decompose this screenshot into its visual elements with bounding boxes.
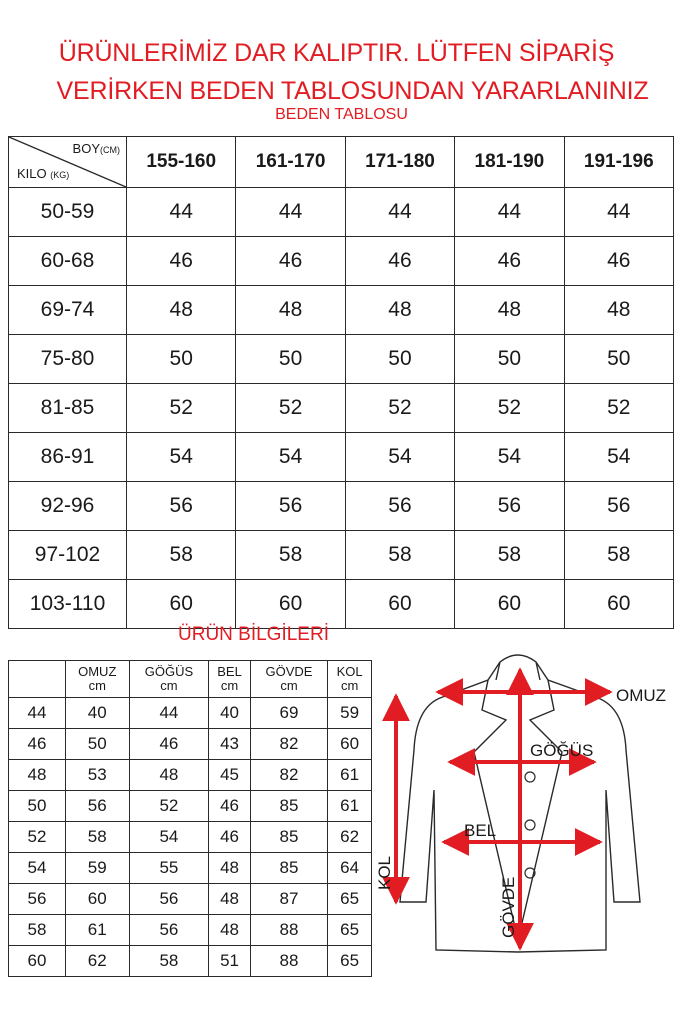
measurement-cell: 60 — [328, 729, 372, 760]
size-cell: 50 — [345, 335, 454, 384]
info-size-cell: 44 — [9, 698, 66, 729]
info-size-cell: 46 — [9, 729, 66, 760]
size-cell: 60 — [345, 580, 454, 629]
size-cell: 56 — [127, 482, 236, 531]
info-size-cell: 60 — [9, 946, 66, 977]
size-table-row — [9, 335, 674, 384]
size-cell: 44 — [455, 188, 564, 237]
measurement-cell: 82 — [250, 729, 328, 760]
measurement-cell: 65 — [328, 884, 372, 915]
measurement-cell: 61 — [328, 760, 372, 791]
headline-line-2: VERİRKEN BEDEN TABLOSUNDAN YARARLANINIZ — [56, 77, 649, 105]
boy-text: BOY — [72, 141, 100, 156]
size-cell: 54 — [345, 433, 454, 482]
size-cell: 60 — [455, 580, 564, 629]
size-cell: 50 — [564, 335, 673, 384]
size-cell: 48 — [127, 286, 236, 335]
measurement-cell: 46 — [209, 791, 250, 822]
size-cell: 56 — [236, 482, 345, 531]
weight-range-cell: 103-110 — [9, 580, 127, 629]
info-table-header-row — [9, 661, 372, 698]
size-table-corner-cell — [9, 137, 127, 188]
measurement-cell: 50 — [66, 729, 130, 760]
info-table-row — [9, 760, 372, 791]
size-cell: 46 — [564, 237, 673, 286]
omuz-label: OMUZ — [616, 686, 667, 705]
measurement-cell: 59 — [66, 853, 130, 884]
measurement-cell: 65 — [328, 946, 372, 977]
weight-range-cell: 92-96 — [9, 482, 127, 531]
size-cell: 58 — [236, 531, 345, 580]
measurement-cell: 48 — [209, 884, 250, 915]
size-cell: 52 — [455, 384, 564, 433]
size-cell: 48 — [345, 286, 454, 335]
size-cell: 50 — [127, 335, 236, 384]
size-cell: 60 — [127, 580, 236, 629]
measurement-cell: 46 — [209, 822, 250, 853]
measurement-cell: 56 — [129, 915, 209, 946]
measurement-cell: 88 — [250, 946, 328, 977]
size-cell: 48 — [236, 286, 345, 335]
measurement-cell: 44 — [129, 698, 209, 729]
info-table-row — [9, 853, 372, 884]
measurement-cell: 64 — [328, 853, 372, 884]
kol-label: KOL — [375, 855, 394, 890]
size-cell: 44 — [236, 188, 345, 237]
height-header: 171-180 — [345, 137, 454, 188]
measurement-cell: 61 — [66, 915, 130, 946]
measurement-cell: 85 — [250, 853, 328, 884]
info-table-row — [9, 915, 372, 946]
measurement-cell: 87 — [250, 884, 328, 915]
column-unit: cm — [160, 678, 178, 693]
column-name: KOL — [336, 664, 363, 679]
size-table-row — [9, 433, 674, 482]
weight-range-cell: 50-59 — [9, 188, 127, 237]
size-cell: 52 — [127, 384, 236, 433]
info-size-cell: 50 — [9, 791, 66, 822]
info-column-header — [66, 661, 130, 698]
product-info-table — [8, 660, 372, 977]
measurement-cell: 85 — [250, 791, 328, 822]
measurement-cell: 61 — [328, 791, 372, 822]
measurement-cell: 45 — [209, 760, 250, 791]
govde-label: GÖVDE — [499, 876, 518, 938]
info-size-cell: 58 — [9, 915, 66, 946]
kilo-unit: (KG) — [50, 170, 70, 180]
size-cell: 44 — [564, 188, 673, 237]
size-cell: 52 — [236, 384, 345, 433]
info-size-cell: 52 — [9, 822, 66, 853]
info-table-row — [9, 729, 372, 760]
info-table-row — [9, 884, 372, 915]
weight-range-cell: 69-74 — [9, 286, 127, 335]
size-table-row — [9, 482, 674, 531]
column-name: GÖĞÜS — [144, 664, 194, 679]
weight-range-cell: 97-102 — [9, 531, 127, 580]
measurement-cell: 88 — [250, 915, 328, 946]
measurement-cell: 40 — [209, 698, 250, 729]
size-cell: 54 — [236, 433, 345, 482]
size-cell: 54 — [127, 433, 236, 482]
column-name: GÖVDE — [265, 664, 313, 679]
size-cell: 60 — [564, 580, 673, 629]
size-table-row — [9, 286, 674, 335]
measurement-cell: 59 — [328, 698, 372, 729]
column-unit: cm — [220, 678, 239, 693]
size-cell: 46 — [345, 237, 454, 286]
measurement-cell: 65 — [328, 915, 372, 946]
height-header: 161-170 — [236, 137, 345, 188]
size-table-row — [9, 384, 674, 433]
coat-button — [525, 772, 535, 782]
measurement-cell: 82 — [250, 760, 328, 791]
measurement-cell: 51 — [209, 946, 250, 977]
measurement-cell: 54 — [129, 822, 209, 853]
measurement-cell: 52 — [129, 791, 209, 822]
measurement-cell: 69 — [250, 698, 328, 729]
weight-range-cell: 75-80 — [9, 335, 127, 384]
measurement-cell: 62 — [66, 946, 130, 977]
measurement-cell: 46 — [129, 729, 209, 760]
measurement-cell: 85 — [250, 822, 328, 853]
size-cell: 44 — [345, 188, 454, 237]
height-header: 191-196 — [564, 137, 673, 188]
size-table-row — [9, 531, 674, 580]
size-cell: 56 — [455, 482, 564, 531]
size-cell: 52 — [345, 384, 454, 433]
size-cell: 44 — [127, 188, 236, 237]
size-cell: 46 — [455, 237, 564, 286]
info-column-header — [129, 661, 209, 698]
boy-unit: (CM) — [100, 145, 120, 155]
size-cell: 48 — [455, 286, 564, 335]
size-cell: 60 — [236, 580, 345, 629]
headline-line-1: ÜRÜNLERİMİZ DAR KALIPTIR. LÜTFEN SİPARİŞ — [58, 39, 615, 67]
size-cell: 50 — [455, 335, 564, 384]
weight-range-cell: 81-85 — [9, 384, 127, 433]
size-cell: 52 — [564, 384, 673, 433]
measurement-cell: 43 — [209, 729, 250, 760]
weight-range-cell: 86-91 — [9, 433, 127, 482]
info-table-row — [9, 822, 372, 853]
kilo-text: KILO — [17, 166, 47, 181]
info-table-row — [9, 791, 372, 822]
weight-range-cell: 60-68 — [9, 237, 127, 286]
size-cell: 50 — [236, 335, 345, 384]
column-unit: cm — [88, 678, 106, 693]
size-cell: 58 — [345, 531, 454, 580]
measurement-cell: 58 — [129, 946, 209, 977]
size-table — [8, 136, 674, 629]
measurement-cell: 56 — [129, 884, 209, 915]
bel-label: BEL — [464, 821, 497, 840]
size-table-title: BEDEN TABLOSU — [275, 106, 408, 123]
info-corner-cell — [9, 661, 66, 698]
height-header: 155-160 — [127, 137, 236, 188]
kilo-label — [17, 166, 69, 181]
measurement-cell: 48 — [209, 853, 250, 884]
size-cell: 48 — [564, 286, 673, 335]
height-header: 181-190 — [455, 137, 564, 188]
size-table-row — [9, 188, 674, 237]
column-name: OMUZ — [78, 664, 117, 679]
measurement-cell: 48 — [129, 760, 209, 791]
column-unit: cm — [340, 678, 359, 693]
info-table-row — [9, 946, 372, 977]
gogus-label: GÖĞÜS — [530, 741, 594, 760]
size-cell: 46 — [236, 237, 345, 286]
measurement-cell: 48 — [209, 915, 250, 946]
coat-button — [525, 820, 535, 830]
info-column-header — [328, 661, 372, 698]
column-name: BEL — [217, 664, 242, 679]
info-size-cell: 54 — [9, 853, 66, 884]
size-table-row — [9, 237, 674, 286]
measurement-cell: 56 — [66, 791, 130, 822]
info-column-header — [250, 661, 328, 698]
measurement-cell: 58 — [66, 822, 130, 853]
size-table-header-row — [9, 137, 674, 188]
info-size-cell: 48 — [9, 760, 66, 791]
info-column-header — [209, 661, 250, 698]
size-cell: 58 — [564, 531, 673, 580]
size-cell: 58 — [455, 531, 564, 580]
size-cell: 54 — [564, 433, 673, 482]
boy-label — [73, 141, 120, 156]
coat-measurement-diagram — [375, 640, 678, 970]
size-cell: 54 — [455, 433, 564, 482]
info-size-cell: 56 — [9, 884, 66, 915]
measurement-cell: 40 — [66, 698, 130, 729]
size-cell: 46 — [127, 237, 236, 286]
size-cell: 56 — [345, 482, 454, 531]
size-table-row — [9, 580, 674, 629]
measurement-cell: 62 — [328, 822, 372, 853]
measurement-cell: 53 — [66, 760, 130, 791]
size-cell: 56 — [564, 482, 673, 531]
measurement-cell: 60 — [66, 884, 130, 915]
size-cell: 58 — [127, 531, 236, 580]
measurement-cell: 55 — [129, 853, 209, 884]
info-table-row — [9, 698, 372, 729]
product-info-title: ÜRÜN BİLGİLERİ — [178, 624, 329, 645]
column-unit: cm — [280, 678, 298, 693]
